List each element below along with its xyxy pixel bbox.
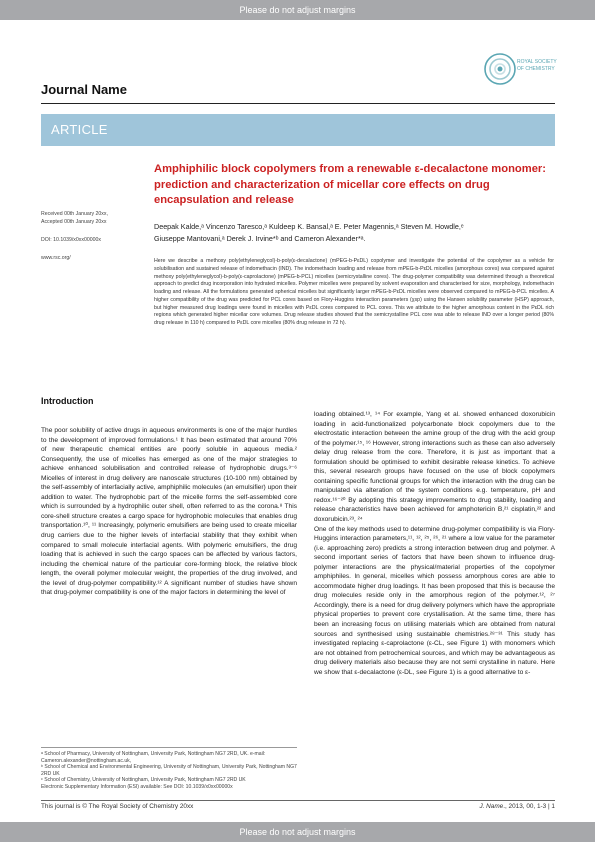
- paragraph: loading obtained.¹³, ¹⁴ For example, Yang et al. showed enhanced doxorubicin loading in acid-functionalized polycarbonate block copolymers due to the electrostatic interaction between the amine group of the drug with the acid group of the polymer.¹⁵, ¹⁶ However, strong interactions such as these can also adversely delay drug release from the core. Therefore, it is just as important that a formulation should be optimised to exhibit desirable release kinetics. To achieve this, several research groups have focused on the use of block copolymers containing specific functional groups for which the interaction with the drug can be manipulated via alteration of the system conditions e.g. temperature, pH and redox.¹⁶⁻²⁰ By adopting this strategy improvements to drug stability, loading and release characteristics have been achieved for amphotericin B,²¹ cisplatin,²² and doxorubicin.²³, ²⁴: [314, 411, 555, 524]
- journal-abbrev: J. Name: [479, 803, 504, 810]
- rsc-logo-icon: [474, 43, 564, 93]
- top-margin-banner: Please do not adjust margins: [0, 0, 595, 20]
- received-date: Received 00th January 20xx,: [41, 211, 108, 217]
- right-column: [314, 410, 555, 677]
- article-title: Amphiphilic block copolymers from a renewable ε-decalactone monomer: prediction and characterization of micellar core effects on drug encapsulation and release: [154, 163, 546, 207]
- footnote-rule: [41, 747, 297, 748]
- accepted-date: Accepted 00th January 20xx: [41, 219, 107, 225]
- authors-line-2: Giuseppe Mantovani,ᵃ Derek J. Irvine*ᵇ and Cameron Alexander*ᵃ.: [154, 233, 366, 243]
- bottom-margin-banner: Please do not adjust margins: [0, 822, 595, 842]
- citation-rest: ., 2013, 00, 1-3 | 1: [503, 803, 555, 810]
- page-citation: [479, 803, 555, 810]
- authors-line-1: Deepak Kalde,ᵃ Vincenzo Taresco,ᵃ Kuldeep K. Bansal,ᵃ E. Peter Magennis,ᵃ Steven M. Howdle,ᵉ: [154, 222, 464, 231]
- abstract: Here we describe a methoxy poly(ethyleneglycol)-b-poly(ε-decalactone) (mPEG-b-PεDL) copolymer and investigate the potential of the copolymer as a vehicle for solubilisation and sustained release of indomethacin (IND). The indomethacin loading and release from mPEG-b-PεDL micelles (amorphous cores) was compared against methoxy poly(ethyleneglycol)-b-poly(ε-caprolactone) (mPEG-b-PCL) micelles (semicrystalline cores). The drug-polymer compatibility was determined through a theoretical approach to predict drug incorporation into hydrated micelles. Polymer micelles were prepared by solvent evaporation and characterised for size, morphology, indomethacin loading and release. All the formulations generated spherical micelles but significantly larger mPEG-b-PεDL micelles were observed compared to mPEG-b-PCL micelles. A higher compatibility of the drug was predicted for PCL cores based on Flory-Huggins interaction parameters (χsp) using the Hansen solubility parameter (HSP) approach, but higher measured drug loadings were found in micelles with PεDL cores compared to PCL cores. This we attribute to the higher amorphous content in the PεDL rich regions which generated higher micellar core volumes. Drug release studies showed that the semicrystalline PCL core was able to release IND over a longer period (80% drug release in 110 h) compared to PεDL core micelles (80% drug release in 72 h).: [154, 258, 554, 326]
- header-rule: [41, 103, 555, 104]
- footnotes: [41, 751, 297, 791]
- introduction-heading: Introduction: [41, 396, 94, 406]
- svg-text:OF CHEMISTRY: OF CHEMISTRY: [517, 66, 555, 72]
- footnote: ᶜ School of Chemistry, University of Nottingham, University Park, Nottingham NG7 2RD UK: [41, 777, 246, 784]
- footnote: ᵃ School of Pharmacy, University of Nottingham, University Park, Nottingham NG7 2RD, UK. e-mail: Cameron.alexander@nottingham.ac.uk,: [41, 751, 266, 764]
- author-list: [154, 221, 554, 244]
- footnote: Electronic Supplementary Information (ESI) available: See DOI: 10.1039/x0xx00000x: [41, 783, 233, 790]
- footer-rule: [41, 800, 555, 801]
- left-column: [41, 426, 297, 598]
- svg-text:ROYAL SOCIETY: ROYAL SOCIETY: [517, 59, 557, 65]
- journal-name: Journal Name: [41, 82, 127, 97]
- paragraph: One of the key methods used to determine drug-polymer compatibility is via Flory-Huggins interaction parameters,¹¹, ¹², ²⁵, ²⁶, ²¹ where a low value for the parameter (i.e. approaching zero) predicts a strong interaction between drug and polymer. A second important series of factors that have been shown to influence drug-polymer interactions are the physical/material properties of the copolymer amphiphiles. In general, micelles which possess amorphous cores are able to accommodate higher drug loadings. It has been proposed that this is because the drug molecules reside only in the amorphous region of the polymer.¹², ²⁷ Accordingly, there is a need for drug delivery polymers which have the appropriate physical properties to prevent core crystallisation. At the same time, there has been an increasing focus on utilising materials which are obtained from natural sources and synthesised using sustainable chemistries.²⁸⁻³¹ This study has investigated replacing ε-caprolactone (ε-CL, see Figure 1) with monomers which are not obtained from petrochemical sources, and which may be advantageous as drug delivery materials also because they are not semi crystalline in nature. Here we show that ε-decalactone (ε-DL, see Figure 1) is a good alternative to ε-: [314, 525, 555, 676]
- footnote: ᵇ School of Chemical and Environmental Engineering, University of Nottingham, University Park, Nottingham NG7 2RD UK: [41, 764, 297, 777]
- journal-url[interactable]: www.rsc.org/: [41, 255, 71, 261]
- article-type-band: ARTICLE: [41, 114, 555, 146]
- copyright-line: This journal is © The Royal Society of Chemistry 20xx: [41, 803, 194, 810]
- doi: DOI: 10.1039/x0xx00000x: [41, 237, 101, 243]
- paragraph: The poor solubility of active drugs in aqueous environments is one of the major hurdles to the development of improved formulations.¹ It has been estimated that around 70% of new therapeutic chemical entities are poorly soluble in aqueous media.² Consequently, the use of micelles has emerged as one of the major strategies to achieve enhanced solubilisation and controlled release of hydrophobic drugs.³⁻⁶ Micelles of interest in drug delivery are nanoscale structures (10-100 nm) obtained by the self-assembly of interfacially active, amphiphilic molecules (an emulsifier) upon their addition to water. The hydrophobic part of the micelle forms the self-assembled core which is surrounded by a hydrophilic outer shell, often referred to as the corona.⁸ This core-shell structure creates a cargo space for hydrophobic molecules that enables drug transportation.¹⁰, ¹¹ Increasingly, polymeric emulsifiers are being used to create micellar drug carriers due to the higher levels of interfacial stability that they exhibit when compared to small molecule interfacial agents. With polymeric emulsifiers, the drug loading that is achieved in such the cargo spaces can be affected by various factors, including the chemical nature of the particular core-forming block, the relative block length, the overall polymer molecular weight, the properties of the drug involved, and the level of drug-polymer compatibility.¹² A significant number of studies have shown that drug-polymer compatibility is one of the major factors in determining the level of: [41, 427, 297, 597]
